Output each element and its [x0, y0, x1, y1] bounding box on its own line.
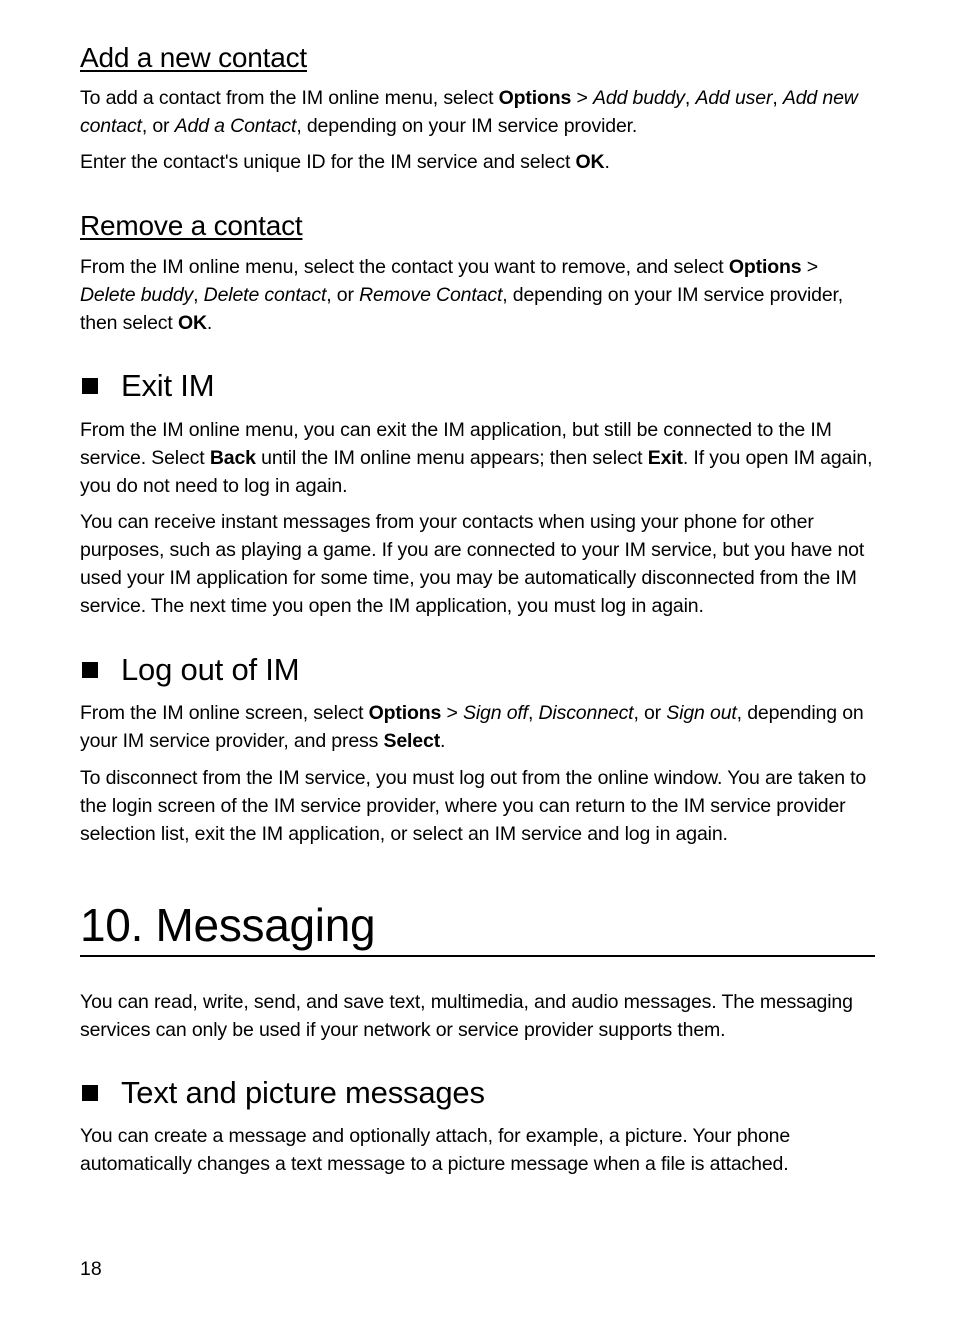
heading-text: Text and picture messages [121, 1075, 485, 1110]
text-run: , depending on your IM service provider, and press [80, 702, 864, 752]
menu-term-sign-off: Sign off [463, 702, 528, 724]
text-run: , or [326, 284, 360, 306]
text-picture-heading [80, 1075, 485, 1111]
square-bullet-icon [82, 378, 98, 394]
menu-term-add-a-contact: Add a Contact [174, 115, 297, 137]
text-run: until the IM online menu appears; then select [255, 447, 648, 469]
chapter-title: 10. Messaging [80, 899, 376, 951]
log-out-paragraph [80, 699, 875, 755]
menu-term-delete-contact: Delete contact [203, 284, 327, 306]
square-bullet-icon [82, 1085, 98, 1101]
text-run: , [772, 87, 783, 109]
chapter-rule [80, 955, 875, 957]
chapter-intro-paragraph: You can read, write, send, and save text, multimedia, and audio messages. The messaging services can only be used if your network or service provider supports them. [80, 991, 853, 1041]
text-run: . If you open IM again, you do not need to log in again. [80, 447, 873, 497]
text-run: , [684, 87, 696, 109]
text-run: , depending on your IM service provider, then select [80, 284, 844, 334]
menu-term-delete-buddy: Delete buddy [80, 284, 194, 306]
text-run: To add a contact from the IM online menu, select [80, 87, 499, 109]
add-contact-paragraph [80, 84, 875, 140]
menu-term-select: Select [383, 730, 441, 752]
menu-term-options: Options [728, 256, 802, 278]
enter-id-paragraph [80, 148, 875, 176]
text-run: From the IM online menu, you can exit the IM application, but still be connected to the IM service. Select [80, 419, 832, 469]
text-run: > [441, 702, 463, 724]
menu-term-ok: OK [177, 312, 207, 334]
remove-contact-paragraph [80, 253, 875, 337]
menu-term-sign-out: Sign out [666, 702, 737, 724]
menu-term-options: Options [498, 87, 572, 109]
exit-im-paragraph [80, 416, 875, 500]
menu-term-disconnect: Disconnect [538, 702, 634, 724]
text-run: , depending on your IM service provider. [296, 115, 638, 137]
menu-term-add-user: Add user [695, 87, 773, 109]
menu-term-add-buddy: Add buddy [593, 87, 685, 109]
text-run: . [206, 312, 213, 334]
text-run: From the IM online screen, select [80, 702, 369, 724]
text-run: > [571, 87, 594, 109]
menu-term-back: Back [209, 447, 256, 469]
menu-term-exit: Exit [647, 447, 683, 469]
square-bullet-icon [82, 662, 98, 678]
text-run: From the IM online menu, select the contact you want to remove, and select [80, 256, 729, 278]
log-out-heading [80, 652, 299, 688]
menu-term-ok: OK [575, 151, 605, 173]
text-picture-paragraph: You can create a message and optionally attach, for example, a picture. Your phone automatically changes a text message to a picture message when a file is attached. [80, 1125, 791, 1175]
menu-term-options: Options [368, 702, 442, 724]
heading-text: Exit IM [121, 368, 215, 403]
page-number: 18 [80, 1258, 102, 1280]
menu-term-add-new-contact: Add new contact [80, 87, 858, 137]
add-contact-heading: Add a new contact [80, 42, 307, 73]
text-run: , [527, 702, 539, 724]
exit-im-heading [80, 368, 214, 404]
text-run: , or [141, 115, 175, 137]
heading-text: Log out of IM [121, 652, 300, 687]
text-run: . [604, 151, 610, 173]
text-run: Enter the contact's unique ID for the IM service and select [80, 151, 576, 173]
menu-term-remove-contact: Remove Contact [359, 284, 503, 306]
text-run: , or [633, 702, 667, 724]
receive-messages-paragraph: You can receive instant messages from your contacts when using your phone for other purposes, such as playing a game. If you are connected to your IM service, but you have not used your IM application for some time, you may be automatically disconnected from the IM service. The next time you open the IM application, you must log in again. [80, 511, 865, 617]
text-run: , [193, 284, 204, 306]
text-run: . [440, 730, 446, 752]
disconnect-paragraph: To disconnect from the IM service, you must log out from the online window. You are taken to the login screen of the IM service provider, where you can return to the IM service provider selection list, exit the IM application, or select an IM service and log in again. [80, 767, 867, 845]
text-run: > [801, 256, 818, 278]
remove-contact-heading: Remove a contact [80, 210, 303, 241]
